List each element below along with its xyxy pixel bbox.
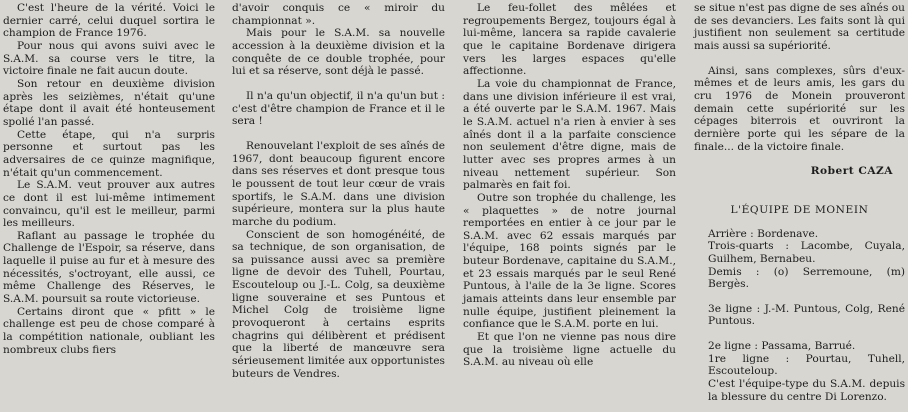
paragraph: Il n'a qu'un objectif, il n'a qu'un but : c'est d'être champion de France et il le sera !: [232, 89, 445, 128]
paragraph: Mais pour le S.A.M. sa nouvelle accession à la deuxième division et la conquête de ce double trophée, pour lui et sa réserve, sont déjà le passé.: [232, 27, 445, 78]
paragraph: d'avoir conquis ce « miroir du championnat ».: [232, 2, 445, 27]
lineup-front-row: 1re ligne : Pourtau, Tuhell, Escouteloup.: [708, 352, 905, 378]
paragraph: Son retour en deuxième division après les seizièmes, n'était qu'une étape dont il avait été honteusement spolié l'an passé.: [3, 77, 215, 128]
team-lineup: [694, 228, 905, 404]
paragraph: Raflant au passage le trophée du Challenge de l'Espoir, sa réserve, dans laquelle il puise au fur et à mesure des nécessités, s'octroyant, elle aussi, ce même Challenge des Réserves, le S.A.M. poursuit sa route victorieuse.: [3, 229, 215, 306]
paragraph: Le S.A.M. veut prouver aux autres ce dont il est lui-même intimement convaincu, qu'il est le meilleur, parmi les meilleurs.: [3, 179, 215, 230]
paragraph: Et que l'on ne vienne pas nous dire que la troisième ligne actuelle du S.A.M. au niveau où elle: [463, 331, 676, 369]
paragraph: se situe n'est pas digne de ses aînés ou de ses devanciers. Les faits sont là qui justifient non seulement sa certitude mais aussi sa supériorité.: [694, 2, 905, 52]
author-signature: Robert CAZA: [810, 165, 893, 178]
paragraph: Conscient de son homogénéité, de sa technique, de son organisation, de sa puissance aussi avec sa première ligne de devoir des Tuhell, Pourtau, Escouteloup ou J.-L. Colg, sa deuxième ligne souveraine et ses Puntous et Michel Colg de troisième ligne provoqueront à certains esprits chagrins qui délibèrent et prédisent que la liberté de manœuvre sera sérieusement limitée aux opportunistes buteurs de Vendres.: [232, 228, 445, 380]
paragraph: La voie du championnat de France, dans une division inférieure il est vrai, a été ouverte par le S.A.M. 1967. Mais le S.A.M. actuel n'a rien à envier à ses aînés dont il a la parfaite conscience non seulement d'être digne, mais de lutter avec ses propres armes à un niveau nettement supérieur. Son palmarès en fait foi.: [463, 77, 676, 192]
paragraph: Outre son trophée du challenge, les « plaquettes » de notre journal remportées en entier à ce jour par le S.A.M. avec 62 essais marqués par l'équipe, 168 points signés par le buteur Bordenave, capitaine du S.A.M., et 23 essais marqués par le seul René Puntous, à l'aile de la 3e ligne. Scores jamais atteints dans leur ensemble par nulle équipe, justifient pleinement la confiance que le S.A.M. porte en lui.: [463, 191, 676, 331]
paragraph: Renouvelant l'exploit de ses aînés de 1967, dont beaucoup figurent encore dans ses réserves et dont presque tous le poussent de tout leur cœur de vrais sportifs, le S.A.M. dans une division supérieure, montera sur la plus haute marche du podium.: [232, 139, 445, 228]
lineup-three-quarters: Trois-quarts : Lacombe, Cuyala, Guilhem, Bernabeu.: [708, 240, 905, 265]
paragraph: Pour nous qui avons suivi avec le S.A.M. sa course vers le titre, la victoire finale ne fait aucun doute.: [3, 39, 215, 78]
lineup-fullback: Arrière : Bordenave.: [708, 227, 819, 240]
lineup-note: C'est l'équipe-type du S.A.M. depuis la blessure du centre Di Lorenzo.: [708, 378, 905, 403]
article-column-1: [3, 2, 215, 356]
paragraph: C'est l'heure de la vérité. Voici le dernier carré, celui duquel sortira le champion de France 1976.: [3, 2, 215, 40]
article-column-4: [694, 2, 905, 403]
team-heading: L'ÉQUIPE DE MONEIN: [730, 203, 869, 216]
article-column-3: [463, 2, 676, 369]
lineup-third-row: 3e ligne : J.-M. Puntous, Colg, René Puntous.: [708, 302, 905, 328]
paragraph: Cette étape, qui n'a surpris personne et surtout pas les adversaires de ce quinze magnifique, n'était qu'un commencement.: [3, 128, 215, 179]
paragraph: Ainsi, sans complexes, sûrs d'eux-mêmes et de leurs amis, les gars du cru 1976 de Monein prouveront demain cette supériorité sur les cépages biterrois et ouvriront la dernière porte qui les sépare de la finale... de la victoire finale.: [694, 64, 905, 153]
paragraph: Le feu-follet des mêlées et regroupements Bergez, toujours égal à lui-même, lancera sa rapide cavalerie que le capitaine Bordenave dirigera vers les larges espaces qu'elle affectionne.: [463, 2, 676, 78]
paragraph: Certains diront que « pfitt » le challenge est peu de chose comparé à la compétition nationale, oubliant les nombreux clubs fiers: [3, 305, 215, 356]
article-column-2: [232, 2, 445, 380]
lineup-halves: Demis : (o) Serremoune, (m) Bergès.: [708, 265, 905, 291]
lineup-second-row: 2e ligne : Passama, Barrué.: [708, 340, 856, 353]
